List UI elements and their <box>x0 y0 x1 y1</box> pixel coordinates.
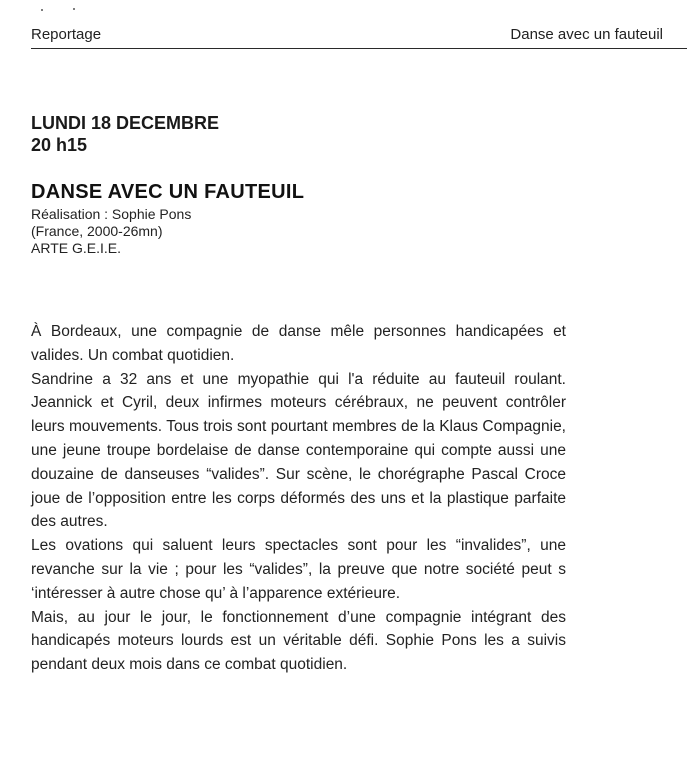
credit-line-channel: ARTE G.E.I.E. <box>31 240 121 256</box>
credit-line-origin: (France, 2000-26mn) <box>31 223 163 239</box>
broadcast-date: LUNDI 18 DECEMBRE <box>31 113 220 133</box>
scan-speck <box>73 8 75 10</box>
broadcast-schedule <box>31 112 219 156</box>
article-body <box>31 320 566 677</box>
article-paragraph: À Bordeaux, une compagnie de danse mêle personnes handicapées et valides. Un combat quotidien. <box>31 323 566 364</box>
page-header <box>31 24 687 49</box>
broadcast-time: 20 h15 <box>31 135 88 155</box>
article-paragraph: Sandrine a 32 ans et une myopathie qui l'a réduite au fauteuil roulant. Jeannick et Cyril, deux infirmes moteurs cérébraux, ne peuvent contrôler leurs mouvements. Tous trois sont pourtant membres de la Klaus Compagnie, une jeune troupe bordelaise de danse contemporaine qui compte aussi une douzaine de danseuses “valides”. Sur scène, le chorégraphe Pascal Croce joue de l’opposition entre les corps déformés des uns et la plastique parfaite des autres. <box>31 370 566 531</box>
credit-line-director: Réalisation : Sophie Pons <box>31 206 192 222</box>
program-credits <box>31 206 191 257</box>
program-title: DANSE AVEC UN FAUTEUIL <box>31 181 305 203</box>
article-paragraph: Les ovations qui saluent leurs spectacles sont pour les “invalides”, une revanche sur la vie ; pour les “valides”, la preuve que notre société peut s ‘intéresser à autre chose qu’ à l’apparence extérieure. <box>31 537 566 602</box>
scan-speck <box>41 9 43 11</box>
section-label: Reportage <box>31 26 102 43</box>
article-paragraph: Mais, au jour le jour, le fonctionnement d’une compagnie intégrant des handicapés moteurs lourds est un véritable défi. Sophie Pons les a suivis pendant deux mois dans ce combat quotidien. <box>31 608 566 674</box>
running-title: Danse avec un fauteuil <box>510 26 663 43</box>
